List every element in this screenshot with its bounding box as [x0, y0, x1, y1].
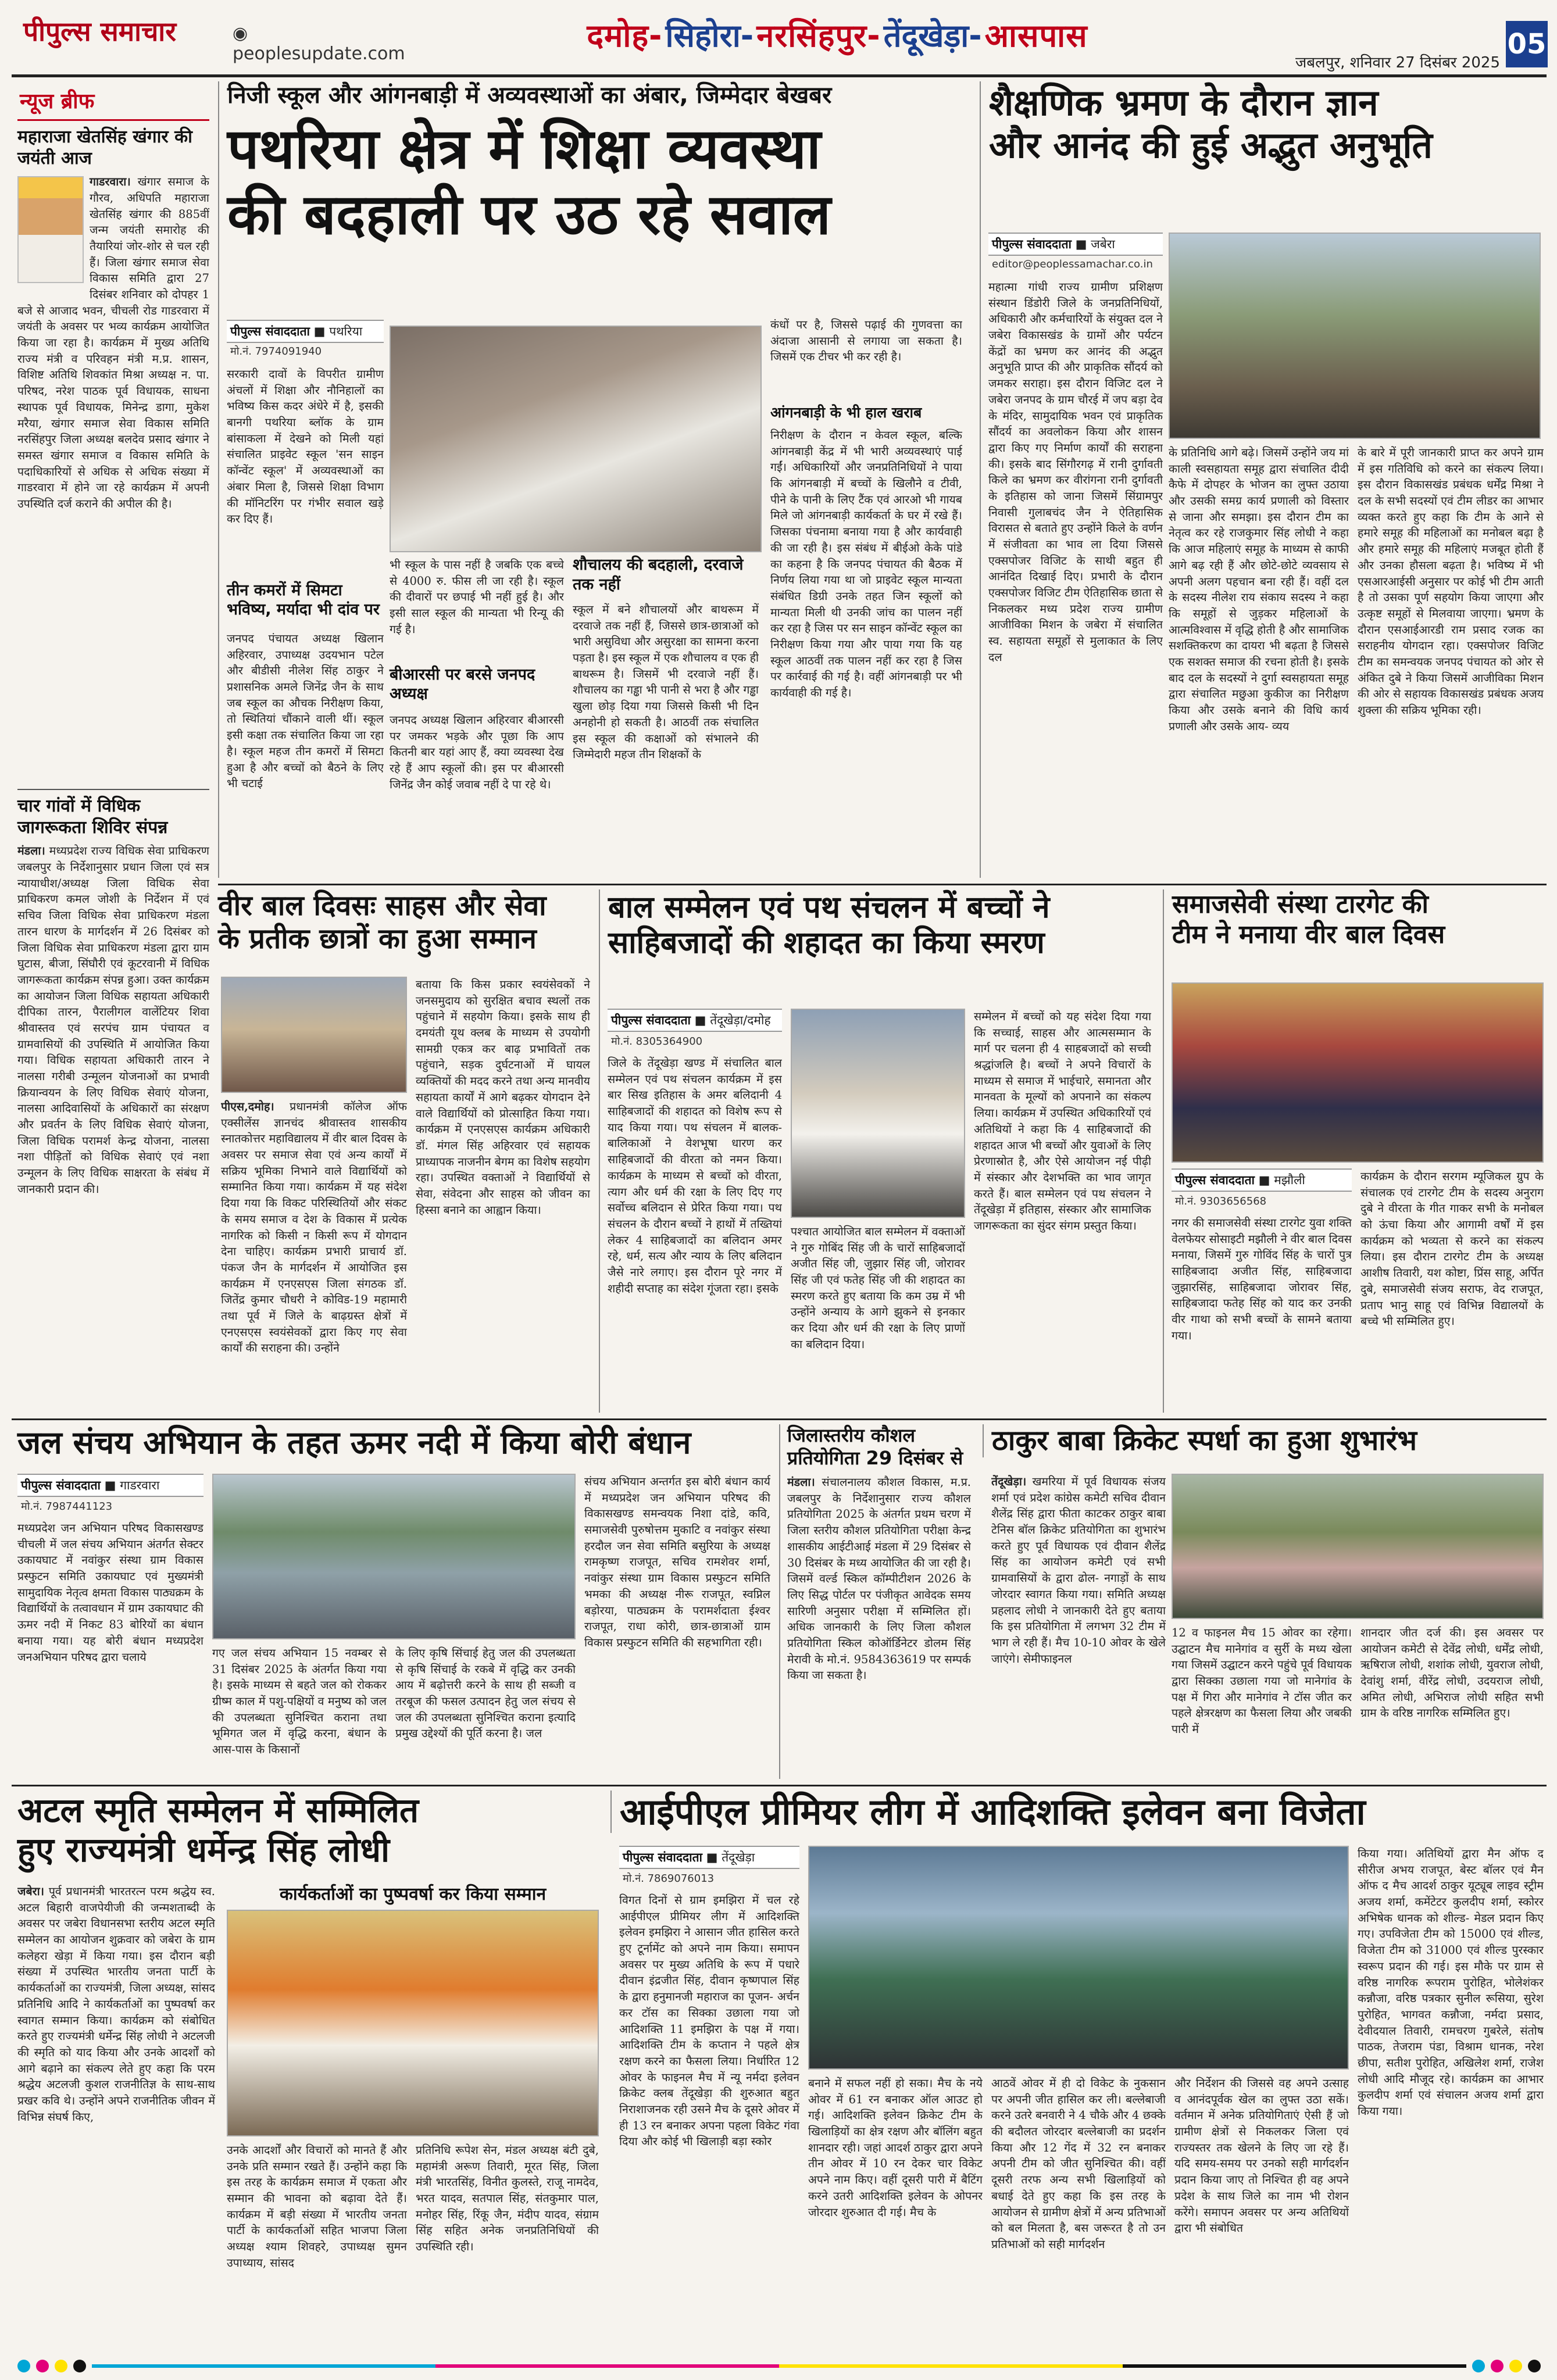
city-damoh: दमोह-: [587, 17, 663, 54]
trip-col1: महात्मा गांधी राज्य ग्रामीण प्रशिक्षण संस्थान डिंडोरी जिले के जनप्रतिनिधियों, अधिकारी और कर्मचारियों के संयुक्त दल ने जबेरा विकासखंड के ग्रामों और पर्यटन केंद्रों का भ्रमण कर आनंद की अद्भुत अनुभूति प्राप्त की और प्राकृतिक सौंदर्य को जमकर सराहा। इस दौरान विजिट दल ने जबेरा जनपद के ग्राम चौरई में जप बड़ा देव के मंदिर, सामुदायिक भवन एवं प्राकृतिक सौंदर्य का अवलोकन किया और शासन द्वारा किए गए निर्माण कार्यों की सराहना की। इसके बाद सिंगौरगढ़ में रानी दुर्गावती किले का भ्रमण कर वीरांगना रानी दुर्गावती के इतिहास को जाना जिसमें सिंग्रामपुर निवासी गुलाबचंद जैन ने ऐतिहासिक विरासत से बताते हुए उन्होंने किले के वर्णन में संजीवता का भाव ला दिया जिससे एक्सपोजर विजिट के साथी बहुत ही आनंदित दिखाई दिए। प्रभारी के दौरान एक्सपोजर विजिट टीम ऐतिहासिक छाता से निकलकर मध्य प्रदेश राज्य ग्रामीण आजीविका मिशन के जबेरा में संचालित स्व. सहायता समूहों से मुलाकात के लिए दल: [988, 280, 1163, 664]
pathariya-photo: [390, 326, 762, 552]
ipl-byline: पीपुल्स संवाददाता ■ तेंदूखेड़ा: [619, 1846, 799, 1869]
brief-2-text: मध्यप्रदेश राज्य विधिक सेवा प्राधिकरण जबलपुर के निर्देशानुसार प्रधान जिला एवं सत्र न्यायाधीश/अध्यक्ष जिला विधिक सेवा प्राधिकरण कमल जोशी के निर्देशन में एवं सचिव जिला विधिक सेवा प्राधिकरण मंडला तारन धारण के मार्गदर्शन में 26 दिसंबर को जिला विधिक सेवा प्राधिकरण मंडला द्वारा ग्राम घुटास, बीजा, सिंघौरी एवं कूटरवानी में विधिक जागरूकता कार्यक्रम संपन्न हुआ। उक्त कार्यक्रम का आयोजन जिला विधिक सहायता अधिकारी दीपिका तारन, पैरालीगल वालेंटियर शिवा श्रीवास्तव एवं सरपंच ग्राम पंचायत व ग्रामवासियों की उपस्थिति में आयोजित किया गया। विधिक सहायता अधिकारी तारन ने नालसा गरीबी उन्मूलन योजनाओं का प्रभावी क्रियान्वयन के लिए विधिक सेवाएं योजना, नालसा आदिवासियों के अधिकारों का संरक्षण और प्रवर्तन के लिए विधिक सेवाएं योजना, जिला विधिक परामर्श केन्द्र योजना, नालसा नशा पीड़ितों को विधिक सेवाएं एवं नशा उन्मूलन के लिए विधिक साक्षरता के संबंध में जानकारी प्रदान की।: [17, 844, 209, 1196]
color-bar: [92, 2364, 1466, 2368]
target-photo: [1172, 982, 1544, 1163]
pathariya-col1: सरकारी दावों के विपरीत ग्रामीण अंचलों में शिक्षा और नौनिहालों का भविष्य किस कदर अंधेरे में है, इसकी बानगी पथरिया ब्लॉक के ग्राम बांसाकला में देखने को मिली यहां संचालित प्राइवेट स्कूल 'सन साइन कॉन्वेंट स्कूल' में अव्यवस्थाओं का अंबार मिला है, जिससे शिक्षा विभाग की मॉनिटरिंग पर गंभीर सवाल खड़े कर दिए हैं।: [227, 367, 384, 526]
section-rule-2: [12, 1418, 1547, 1420]
atal-headline-2: हुए राज्यमंत्री धर्मेन्द्र सिंह लोधी: [17, 1830, 390, 1870]
trip-col2: के प्रतिनिधि आगे बढ़े। जिसमें उन्होंने जय मां काली स्वसहायता समूह द्वारा संचालित दीदी कैफे में दोपहर के भोजन का लुफ्त उठाया और उसकी समग्र कार्य प्रणाली को विस्तार से जाना और समझा। इस दौरान टीम का नेतृत्व कर रहे राजकुमार सिंह लोधी ने कहा कि आज महिलाएं समूह के माध्यम से काफी आगे बढ़ रही हैं और छोटे-छोटे व्यवसाय से अपनी अलग पहचान बना रही हैं। वहीं दल के सदस्य नीलेश राय संकाय सदस्य ने कहा कि समूहों से जुड़कर महिलाओं के आत्मविश्वास में वृद्धि होती है और सामाजिक सशक्तिकरण का दायरा भी बढ़ता है जिससे एक सशक्त समाज की रचना होती है। इसके बाद दल के सदस्यों ने दुर्गा स्वसहायता समूह द्वारा संचालित मछुआ कुकीज का निरीक्षण किया और उसके बनाने की विधि कार्य प्रणाली और उसके आय- व्यय: [1169, 446, 1349, 733]
pathariya-headline-1: पथरिया क्षेत्र में शिक्षा व्यवस्था: [227, 115, 821, 181]
atal-photo: [227, 1910, 599, 2136]
cricket-col3: शानदार जीत दर्ज की। इस अवसर पर आयोजन कमेटी से देवेंद्र लोधी, धर्मेंद्र लोधी, ऋषिराज लोधी, शशांक लोधी, युवराज लोधी, देवांशु शर्मा, वीरेंद्र लोधी, उदयराज लोधी, अमित लोधी, अभिराज लोधी सहित सभी ग्राम के वरिष्ठ नागरिक सम्मिलित हुए।: [1360, 1626, 1544, 1720]
brand-name: पीपुल्स समाचार: [23, 16, 177, 47]
website-label[interactable]: [233, 23, 419, 64]
pathariya-col4a: कंधों पर है, जिससे पढ़ाई की गुणवत्ता का अंदाजा आसानी से लगाया जा सकता है। जिसमें एक टीचर भी कर रही है।: [770, 318, 962, 364]
jal-col3: के लिए कृषि सिंचाई हेतु जल की उपलब्धता से कृषि सिंचाई के रकबे में वृद्धि कर उनकी आय में बढ़ोत्तरी करने के साथ ही सब्जी व तरबूज की फसल उत्पादन हेतु जल संचय से जल की उपलब्धता सुनिश्चित कराना इत्यादि प्रमुख उद्देश्यों की पूर्ति करना है। जल: [395, 1646, 576, 1741]
print-registration-marks: [17, 2357, 1541, 2375]
byline-source: पीपुल्स संवाददाता: [623, 1850, 702, 1864]
brief-2-dateline: मंडला।: [17, 844, 45, 858]
byline-place: गाडरवारा: [120, 1478, 160, 1492]
kaushal-headline: जिलास्तरीय कौशल प्रतियोगिता 29 दिसंबर से: [787, 1424, 963, 1470]
brief-2-title: चार गांवों में विधिक जागरूकता शिविर संपन्न: [17, 789, 209, 838]
story-kaushal: [779, 1424, 971, 1779]
page-number: 05: [1506, 21, 1548, 67]
brief-2-body: [17, 843, 209, 1453]
pathariya-byline: पीपुल्स संवाददाता ■ पथरिया: [227, 320, 384, 343]
city-sihora: सिहोरा-: [665, 17, 754, 54]
jal-photo: [212, 1474, 576, 1639]
trip-photo: [1169, 233, 1541, 439]
jal-col2: गए जल संचय अभियान 15 नवम्बर से 31 दिसंबर 2025 के अंतर्गत किया गया है। इसके माध्यम से बहते जल को रोककर ग्रीष्म काल में पशु-पक्षियों व मनुष्य को जल की उपलब्धता सुनिश्चित कराना तथा भूमिगत जल में वृद्धि करना, बंधान के आस-पास के किसानों: [212, 1646, 387, 1757]
veerbal-col1-text: प्रधानमंत्री कॉलेज ऑफ एक्सीलेंस ज्ञानचंद श्रीवास्तव शासकीय स्नातकोत्तर महाविद्यालय में वीर बाल दिवस के अवसर पर समाज सेवा एवं अन्य कार्यों में सक्रिय भूमिका निभाने वाले विद्यार्थियों को सम्मानित किया गया। कार्यक्रम में यह संदेश दिया गया कि विकट परिस्थितियों और संकट के समय समाज व देश के विकास में प्रत्येक नागरिक को किसी न किसी रूप में योगदान देना चाहिए। कार्यक्रम प्रभारी प्राचार्य डॉ. पंकज जैन के मार्गदर्शन में आयोजित इस कार्यक्रम में एनएसएस जिला संगठक डॉ. जितेंद्र कुमार चौधरी ने कोविड-19 महामारी तथा पूर्व में जिले के बाढ़ग्रस्त क्षेत्रों में एनएसएस स्वयंसेवकों द्वारा किए गए सेवा कार्यों की सराहना की। उन्होंने: [221, 1100, 407, 1355]
veerbal-col2: बताया कि किस प्रकार स्वयंसेवकों ने जनसमुदाय को सुरक्षित बचाव स्थलों तक पहुंचाने में सहयोग किया। इसके साथ ही दमयंती यूथ क्लब के माध्यम से उपयोगी सामग्री एकत्र कर बाढ़ प्रभावितों तक पहुंचाने, सड़क दुर्घटनाओं में घायल व्यक्तियों की मदद करने तथा अन्य मानवीय सहायता कार्यों में आगे बढ़कर योगदान देने वाले विद्यार्थियों को प्रोत्साहित किया गया। कार्यक्रम में एनएसएस कार्यक्रम अधिकारी डॉ. मंगल सिंह अहिरवार एवं सहायक प्राध्यापक नाजनीन बेगम का विशेष सहयोग रहा। उपस्थित वक्ताओं ने विद्यार्थियों से सेवा, संवेदना और साहस को जीवन का हिस्सा बनाने का आह्वान किया।: [416, 978, 590, 1217]
cricket-photo: [1172, 1474, 1544, 1619]
magenta-dot: [1491, 2360, 1504, 2372]
trip-email[interactable]: editor@peoplessamachar.co.in: [992, 258, 1153, 270]
byline-source: पीपुल्स संवाददाता: [992, 237, 1072, 251]
ipl-headline: आईपीएल प्रीमियर लीग में आदिशक्ति इलेवन बना विजेता: [610, 1791, 1547, 1833]
veerbal-headline-1: वीर बाल दिवसः साहस और सेवा: [218, 889, 547, 922]
news-brief-column: [17, 81, 209, 1418]
byline-place: तेंदूखेड़ा: [722, 1850, 755, 1864]
jal-byline: पीपुल्स संवाददाता ■ गाडरवारा: [17, 1474, 203, 1497]
ipl-col1: विगत दिनों से ग्राम इमझिरा में चल रहे आईपीएल प्रीमियर लीग में आदिशक्ति इलेवन इमझिरा ने आसान जीत हासिल करते हुए टूर्नामेंट को अपने नाम किया। समापन अवसर पर मुख्य अतिथि के रूप में पधारे दीवान इंद्रजीत सिंह, दीवान कृष्णपाल सिंह के द्वारा हनुमानजी महाराज का पूजन- अर्चन कर टॉस का सिक्का उछाला गया जो आदिशक्ति 11 इमझिरा के पक्ष में गया। आदिशक्ति टीम के कप्तान ने पहले क्षेत्र रक्षण करने का फैसला लिया। निर्धारित 12 ओवर के फाइनल मैच में न्यू नर्मदा इलेवन क्रिकेट क्लब तेंदूखेड़ा की शुरुआत बहुत निराशाजनक रही उसने मैच के दूसरे ओवर में ही 13 रन बनाकर अपना पहला विकेट गंवा दिया और कोई भी खिलाड़ी बड़ा स्कोर: [619, 1893, 799, 2149]
pathariya-col2b: जनपद अध्यक्ष खिलान अहिरवार बीआरसी पर जमकर भड़के और पूछा कि आप कितनी बार यहां आए हैं, क्या व्यवस्था देख रहे हैं आप स्कूलों की। इस पर बीआरसी जिनेंद्र जैन कोई जवाब नहीं दे पा रहे थे।: [390, 713, 564, 791]
pathariya-photo-caption: शौचालय की बदहाली, दरवाजे तक नहीं: [573, 556, 744, 594]
atal-dateline: जबेरा।: [17, 1885, 45, 1898]
pathariya-sub2: बीआरसी पर बरसे जनपद अध्यक्ष: [390, 666, 535, 703]
pathariya-mobile: मो.नं. 7974091940: [230, 345, 322, 358]
byline-place: जबेरा: [1091, 237, 1115, 251]
ipl-col5: किया गया। अतिथियों द्वारा मैन ऑफ द सीरीज अभय राजपूत, बेस्ट बॉलर एवं मैन ऑफ द मैच आदर्श ठाकुर यूट्यूब लाइव स्ट्रीम अजय शर्मा, कमेंटेटर कुलदीप शर्मा, स्कोरर अभिषेक धानक को शील्ड- मेडल प्रदान किए गए। उपविजेता टीम को 15000 एवं शील्ड, विजेता टीम को 31000 एवं शील्ड पुरस्कार स्वरूप प्रदान की गई। इस मौके पर ग्राम से वरिष्ठ नागरिक रूपराम पुरोहित, भोलेशंकर कन्नौजा, वरिष्ठ पत्रकार सुनील रूसिया, सुरेश पुरोहित, भागवत कन्नौजा, नर्मदा प्रसाद, देवीदयाल तिवारी, रामचरण गुबरेले, संतोष पाठक, तेजराम पंडा, विश्राम धानक, नरेश छीपा, सतीश पुरोहित, अखिलेश शर्मा, राजेश लोधी आदि मौजूद रहे। कार्यक्रम का आभार कुलदीप शर्मा एवं संचालन अजय शर्मा द्वारा किया गया।: [1358, 1847, 1544, 2118]
jal-mobile: मो.नं. 7987441123: [21, 1500, 113, 1513]
atal-col3: प्रतिनिधि रूपेश सेन, मंडल अध्यक्ष बंटी दुबे, महामंत्री अरूण तिवारी, मूरत सिंह, जिला मंत्री भारतसिंह, विनीत कुलस्ते, राजू नामदेव, भरत यादव, सतपाल सिंह, संतकुमार पाल, मनोहर सिंह, रिंकू जैन, मंदीप यादव, संग्राम सिंह सहित अनेक जनप्रतिनिधियों की उपस्थिति रही।: [416, 2143, 599, 2254]
ipl-col4: और निर्देशन की जिससे वह अपने उत्साह व आनंदपूर्वक खेल का लुफ्त उठा सकें। वर्तमान में अनेक प्रतियोगिताएं ऐसी हैं जो ग्रामीण क्षेत्रों से निकलकर जिला एवं राज्यस्तर तक खेलने के लिए जा रहे हैं। यदि समय-समय पर उनको सही मार्गदर्शन प्रदान किया जाए तो निश्चित ही वह अपने प्रदेश के साथ जिले का नाम भी रोशन करेंगे। समापन अवसर पर अन्य अतिथियों द्वारा भी संबोधित: [1174, 2077, 1349, 2235]
city-narsinghpur: नरसिंहपुर-: [756, 17, 881, 54]
byline-source: पीपुल्स संवाददाता: [611, 1013, 691, 1027]
yellow-dot: [1509, 2360, 1522, 2372]
black-dot: [73, 2360, 86, 2372]
cyan-dot: [17, 2360, 30, 2372]
jal-col1: मध्यप्रदेश जन अभियान परिषद विकासखण्ड चीचली में जल संचय अभियान अंतर्गत सेक्टर उकायघाट में नवांकुर संस्था ग्राम विकास प्रस्फुटन समिति उकायघाट एवं मुख्यमंत्री सामुदायिक नेतृत्व क्षमता विकास पाठ्यक्रम के विद्यार्थियों के तत्वावधान में ग्राम उकायघाट की ऊमर नदी में निकट 83 बोरियों का बंधान बनाया गया। यह बोरी बंधान मध्यप्रदेश जनअभियान परिषद द्वारा चलाये: [17, 1521, 203, 1664]
pathariya-col2a: भी स्कूल के पास नहीं है जबकि एक बच्चे से 4000 रु. फीस ली जा रही है। स्कूल की दीवारों पर छपाई भी नहीं हुई है। और इसी साल स्कूल की मान्यता भी रिन्यू की गई है।: [390, 558, 564, 636]
ipl-photo: [808, 1846, 1349, 2070]
pathariya-col1b: जनपद पंचायत अध्यक्ष खिलान अहिरवार, उपाध्यक्ष उदयभान पटेल और बीडीसी नीलेश सिंह ठाकुर ने प्रशासनिक अमले जिनेंद्र जैन के साथ जब स्कूल का औचक निरीक्षण किया, तो स्थितियां चौंकाने वाली थीं। स्कूल इसी कक्षा तक संचालित किया जा रहा है। स्कूल महज तीन कमरों में सिमटा हुआ है और बच्चों को बैठने के लिए भी चटाई: [227, 632, 384, 791]
cricket-dateline: तेंदूखेड़ा।: [991, 1475, 1027, 1488]
pathariya-kicker: निजी स्कूल और आंगनबाड़ी में अव्यवस्थाओं का अंबार, जिम्मेदार बेखबर: [227, 82, 832, 109]
trip-col3: के बारे में पूरी जानकारी प्राप्त कर अपने ग्राम में इस गतिविधि को करने का संकल्प लिया। इस दौरान विकासखंड प्रबंधक धर्मेंद्र मिश्रा ने दल के सभी सदस्यों एवं टीम लीडर का आभार व्यक्त करते हुए कहा कि टीम के आने से हमारे समूह की महिलाओं का मनोबल बढ़ा है और हमारे समूह की महिलाएं मजबूत होती हैं और उनका हौसला बढ़ता है। भविष्य में भी एसआरआईसी अनुसार पर कोई भी टीम आती है तो उसका पूर्ण सहयोग किया जाएगा और उत्कृष्ट समूहों से मिलवाया जाएगा। भ्रमण के दौरान एसआईआरडी राम प्रसाद रजक का सराहनीय योगदान रहा। एक्सपोजर विजिट टीम का समन्वयक जनपद पंचायत को ओर से अंकित दुबे ने किया जिसमें आजीविका मिशन की ओर से सहायक विकासखंड प्रबंधक अजय शुक्ला की सक्रिय भूमिका रही।: [1358, 446, 1544, 717]
byline-place: मझौली: [1274, 1173, 1305, 1187]
yellow-dot: [55, 2360, 67, 2372]
pathariya-col3: स्कूल में बने शौचालयों और बाथरूम में दरवाजे तक नहीं हैं, जिससे छात्र-छात्राओं को भारी असुविधा और असुरक्षा का सामना करना पड़ता है। इस स्कूल में एक शौचालय व एक ही बाथरूम है। जिसमें भी दरवाजे नहीं हैं। शौचालय का गड्ढा भी पानी से भरा है और गड्ढा खुला छोड़ दिया गया जिससे किसी भी दिन अनहोनी हो सकती है। आठवीं तक संचालित इस स्कूल की कक्षाओं को संभालने की जिम्मेदारी महज तीन शिक्षकों के: [573, 603, 759, 762]
target-byline: पीपुल्स संवाददाता ■ मझौली: [1172, 1168, 1352, 1192]
sammelan-headline-1: बाल सम्मेलन एवं पथ संचलन में बच्चों ने: [608, 889, 1050, 925]
masthead-logo: [23, 13, 233, 59]
jal-col4: संचय अभियान अन्तर्गत इस बोरी बंधान कार्य में मध्यप्रदेश जन अभियान परिषद की विकासखण्ड समन्वयक निशा दांडे, कवि, समाजसेवी पुरुषोत्तम मुकाटि व नवांकुर संस्था हरदौल जन सेवा समिति बसुरिया के अध्यक्ष रामकृष्ण राजपूत, सचिव रामशेवर शर्मा, नवांकुर संस्था ग्राम विकास प्रस्फुटन समिति भमका की अध्यक्ष नीरू राजपूत, स्वप्निल बड़ोरया, पाठ्यक्रम के परामर्शदाता ईश्वर राजपूत, राधा कोरी, छात्र-छात्राओं ग्राम विकास प्रस्फुटन समिति की सहभागिता रही।: [584, 1475, 770, 1649]
kaushal-dateline: मंडला।: [787, 1475, 815, 1489]
cyan-dot: [1472, 2360, 1485, 2372]
trip-headline-2: और आनंद की हुई अद्भुत अनुभूति: [989, 124, 1433, 167]
trip-headline-1: शैक्षणिक भ्रमण के दौरान ज्ञान: [989, 81, 1379, 124]
city-aaspas: आसपास: [984, 17, 1088, 54]
byline-source: पीपुल्स संवाददाता: [21, 1478, 101, 1492]
pathariya-headline-2: की बदहाली पर उठ रहे सवाल: [227, 181, 831, 248]
target-col2: कार्यक्रम के दौरान सरगम म्यूजिकल ग्रुप के संचालक एवं टारगेट टीम के सदस्य अनुराग दुबे ने वीरता के गीत गाकर सभी के मनोबल को ऊंचा किया और आगामी वर्षों में इस कार्यक्रम को भव्यता से करने का संकल्प लिया। इस दौरान टारगेट टीम के अध्यक्ष आशीष तिवारी, यश कोष्टा, प्रिंस साहू, अर्पित दुबे, समाजसेवी संजय सराफ, वेद राजपूत, प्रताप भानु साहू एवं विभिन्न विद्यालयों के बच्चे भी सम्मिलित हुए।: [1360, 1170, 1544, 1328]
atal-col2: उनके आदर्शों और विचारों को मानते हैं और उनके प्रति सम्मान रखते हैं। उन्होंने कहा कि इस तरह के कार्यक्रम समाज में एकता और सम्मान की भावना को बढ़ावा देते हैं। कार्यक्रम में बड़ी संख्या में भारतीय जनता पार्टी के कार्यकर्ताओं सहित भाजपा जिला अध्यक्ष श्याम शिवहरे, उपाध्यक्ष सुमन उपाध्याय, सांसद: [227, 2143, 407, 2270]
target-mobile: मो.नं. 9303656568: [1175, 1195, 1267, 1207]
cricket-headline: ठाकुर बाबा क्रिकेट स्पर्धा का हुआ शुभारंभ: [983, 1424, 1547, 1457]
byline-source: पीपुल्स संवाददाता: [1175, 1173, 1255, 1187]
sammelan-headline-2: साहिबजादों की शहादत का किया स्मरण: [608, 925, 1045, 961]
brief-1-text: खंगार समाज के गौरव, अधिपति महाराजा खेतसिंह खंगार की 885वीं जन्म जयंती समारोह की तैयारियां जोर-शोर से चल रही हैं। जिला खंगार समाज सेवा विकास समिति द्वारा 27 दिसंबर शनिवार को दोपहर 1 बजे से आजाद भवन, चीचली रोड गाडरवारा में जयंती के अवसर पर भव्य कार्यक्रम आयोजित किया जा रहा है। कार्यक्रम में मुख्य अतिथि राज्य मंत्री व परिवहन मंत्री म.प्र. शासन, विशिष्ट अतिथि शिवकांत मिश्रा अध्यक्ष न. पा. परिषद, नरेश पाठक पूर्व विधायक, साधना स्थापक पूर्व विधायक, मिनेन्द्र डागा, मुकेश मरैया, खंगार समाज सेवा विकास समिति नरसिंहपुर जिला अध्यक्ष बलदेव प्रसाद खंगार ने समस्त खंगार समाज व विकास समिति के पदाधिकारियों से अधिक से अधिक संख्या में गाडरवारा में होने जा रहे कार्यक्रम में अपनी उपस्थिति दर्ज कराने की अपील की है।: [17, 175, 209, 510]
section-rule-3: [12, 1785, 1547, 1786]
atal-col1: [17, 1884, 215, 2349]
target-headline-2: टीम ने मनाया वीर बाल दिवस: [1172, 919, 1445, 949]
atal-photo-caption: कार्यकर्ताओं का पुष्पवर्षा कर किया सम्मान: [279, 1884, 547, 1904]
sammelan-mobile: मो.नं. 8305364900: [611, 1035, 703, 1048]
byline-source: पीपुल्स संवाददाता: [230, 324, 310, 338]
brief-1-body: [17, 174, 209, 778]
pathariya-sub1: तीन कमरों में सिमटा भविष्य, मर्यादा भी दांव पर: [227, 581, 380, 619]
trip-byline: पीपुल्स संवाददाता ■ जबेरा: [988, 233, 1163, 256]
kaushal-body: [787, 1474, 971, 1768]
brief-1-dateline: गाडरवारा।: [90, 175, 131, 189]
sammelan-col3: सम्मेलन में बच्चों को यह संदेश दिया गया कि सच्चाई, साहस और आत्मसम्मान के मार्ग पर चलना ही 4 साहबजादों को सच्ची श्रद्धांजलि है। बच्चों ने अपने विचारों के माध्यम से समाज में भाईचारे, समानता और मानवता के मूल्यों को अपनाने का संकल्प लिया। कार्यक्रम में उपस्थित अधिकारियों एवं अतिथियों ने कहा कि 4 साहिबजादों की शहादत आज भी बच्चों और युवाओं के लिए प्रेरणास्रोत है, और ऐसे आयोजन नई पीढ़ी में संस्कार और देशभक्ति का भाव जागृत करते हैं। बाल सम्मेलन एवं पथ संचलन ने तेंदूखेड़ा में इतिहास, संस्कार और सामाजिक जागरूकता का सुंदर संगम प्रस्तुत किया।: [974, 1010, 1151, 1232]
veerbal-photo: [221, 977, 407, 1093]
target-col1: नगर की समाजसेवी संस्था टारगेट युवा शक्ति वेलफेयर सोसाइटी मझौली ने वीर बाल दिवस मनाया, जिसमें गुरु गोविंद सिंह के चारों पुत्र साहिबजादा अजीत सिंह, साहिबजादा जुझारसिंह, साहिबजादा जोरावर सिंह, साहिबजादा फतेह सिंह को याद कर उनकी वीर गाथा को सभी बच्चों के सामने बताया गया।: [1172, 1216, 1352, 1342]
jal-headline: जल संचय अभियान के तहत ऊमर नदी में किया बोरी बंधान: [17, 1424, 691, 1461]
ipl-col3: आठवें ओवर में ही दो विकेट के नुकसान पर अपनी जीत हासिल कर ली। बल्लेबाजी करने उतरे बनवारी ने 4 चौके और 4 छक्के की बदौलत जोरदार बल्लेबाजी का प्रदर्शन किया और 12 गेंद में 32 रन बनाकर अपनी टीम को जीत सुनिश्चित की। वहीं दूसरी तरफ अन्य सभी खिलाड़ियों को बधाई देते हुए कहा कि इस तरह के आयोजन से ग्रामीण क्षेत्रों में अन्य प्रतिभाओं को बल मिलता है, बस जरूरत है तो उन प्रतिभाओं को सही मार्गदर्शन: [991, 2077, 1166, 2251]
veerbal-dateline: पीएस,दमोह।: [221, 1100, 274, 1113]
section-rule-1: [218, 884, 1547, 885]
ipl-mobile: मो.नं. 7869076013: [623, 1872, 715, 1885]
pathariya-sub4: आंगनबाड़ी के भी हाल खराब: [770, 404, 922, 421]
city-tendukheda: तेंदूखेड़ा-: [883, 17, 982, 54]
atal-col1-text: पूर्व प्रधानमंत्री भारतरत्न परम श्रद्धेय स्व. अटल बिहारी वाजपेयीजी की जन्मशताब्दी के अवसर पर जबेरा विधानसभा स्तरीय अटल स्मृति सम्मेलन का आयोजन शुक्रवार को जबेरा के ग्राम कलेहरा खेड़ा में किया गया। इस दौरान बड़ी संख्या में उपस्थित भारतीय जनता पार्टी के कार्यकर्ताओं का राज्यमंत्री, जिला अध्यक्ष, सांसद प्रतिनिधि आदि ने कार्यकर्ताओं का पुष्पवर्षा कर स्वागत सम्मान किया। कार्यक्रम को संबोधित करते हुए राज्यमंत्री धर्मेन्द्र सिंह लोधी ने अटलजी की स्मृति को याद किया और उनके आदर्शों को आगे बढ़ाने का संकल्प लेते हुए कहा कि परम श्रद्धेय अटलजी कुशल राजनीतिज्ञ के साथ-साथ प्रखर कवि थे। उन्होंने अपने राजनीतिक जीवन में विभिन्न संघर्ष किए,: [17, 1885, 215, 2124]
masthead-rule: [12, 74, 1547, 77]
globe-icon: ◉: [233, 23, 248, 44]
website-url: peoplesupdate.com: [233, 44, 405, 64]
byline-place: तेंदूखेड़ा/दमोह: [710, 1013, 771, 1027]
pathariya-col4b: निरीक्षण के दौरान न केवल स्कूल, बल्कि आंगनबाड़ी केंद्र में भी भारी अव्यवस्थाएं पाई गईं। अधिकारियों और जनप्रतिनिधियों ने पाया कि आंगनबाड़ी में बच्चों के खिलौने व टीवी, पीने के पानी के लिए टैंक एवं आरओ भी गायब मिले जो आंगनबाड़ी कार्यकर्ता के घर में रखे हैं। जिसका पंचनामा बनाया गया है और कार्यवाही की जा रही है। इस संबंध में बीईओ केके पांडे का कहना है कि जनपद पंचायत की बैठक में निर्णय लिया गया था जो प्राइवेट स्कूल मान्यता संबंधित डिग्री उनके तहत जिन स्कूलों को मान्यता मिली थी उनकी जांच का पालन नहीं कर रहा है जिस पर सन साइन कॉन्वेंट स्कूल का निरीक्षण किया गया और पाया गया कि यह स्कूल आठवीं तक पालन नहीं कर रहा है जिस पर कार्रवाई की गई है। वहीं आंगनबाड़ी पर भी कार्यवाही की गई है।: [770, 428, 962, 699]
byline-place: पथरिया: [329, 324, 363, 338]
ipl-col2: बनाने में सफल नहीं हो सका। मैच के नये ओवर में 61 रन बनाकर ऑल आउट हो गई। आदिशक्ति इलेवन क्रिकेट टीम के खिलाड़ियों का क्षेत्र रक्षण और बॉलिंग बहुत शानदार रही। जहां आदर्श ठाकुर द्वारा अपने तीन ओवर में 10 रन देकर चार विकेट अपने नाम किए। वहीं दूसरी पारी में बैटिंग करने उतरी आदिशक्ति इलेवन के ओपनर जोरदार शुरुआत दी गई। मैच के: [808, 2077, 983, 2219]
edition-cities: [436, 8, 1238, 66]
dateline: जबलपुर, शनिवार 27 दिसंबर 2025: [1295, 54, 1500, 72]
news-brief-tag: न्यूज ब्रीफ: [17, 81, 209, 121]
veerbal-col1: [221, 1099, 407, 1413]
sammelan-byline: पीपुल्स संवाददाता ■ तेंदूखेड़ा/दमोह: [608, 1009, 782, 1032]
khetsingh-portrait: [17, 176, 84, 283]
kaushal-text: संचालनालय कौशल विकास, म.प्र. जबलपुर के निर्देशानुसार राज्य कौशल प्रतियोगिता 2025 के अंतर्गत प्रथम चरण में जिला स्तरीय कौशल प्रतियोगिता परीक्षा केन्द्र शासकीय आईटीआई मंडला में 29 दिसंबर से 30 दिसंबर के मध्य आयोजित की जा रही है। जिसमें वर्ल्ड स्किल कॉम्पीटीशन 2026 के लिए सिद्ध पोर्टल पर पंजीकृत आवेदक समय सारिणी अनुसार परीक्षा में सम्मिलित हों। अधिक जानकारी के लिए जिला कौशल प्रतियोगिता स्किल कोऑर्डिनेटर डोलम सिंह मेरावी के मो.नं. 9584363619 पर सम्पर्क किया जा सकता है।: [787, 1475, 971, 1682]
brief-1-title: महाराजा खेतसिंह खंगार की जयंती आज: [17, 127, 192, 169]
cricket-col1-text: खमरिया में पूर्व विधायक संजय शर्मा एवं प्रदेश कांग्रेस कमेटी सचिव दीवान शैलेंद्र सिंह द्वारा फीता काटकर ठाकुर बाबा टेनिस बॉल क्रिकेट प्रतियोगिता का शुभारंभ करते हुए पूर्व विधायक एवं दीवान शैलेंद्र सिंह का आयोजन कमेटी एवं सभी ग्रामवासियों के द्वारा ढोल- नगाड़ों के साथ जोरदार स्वागत किया गया। समिति अध्यक्ष प्रहलाद लोधी ने जानकारी देते हुए बताया कि इस प्रतियोगिता में लगभग 32 टीम में भाग ले रही हैं। मैच 10-10 ओवर के खेले जाएंगे। सेमीफाइनल: [991, 1475, 1166, 1666]
magenta-dot: [36, 2360, 49, 2372]
sammelan-col1: जिले के तेंदूखेड़ा खण्ड में संचालित बाल सम्मेलन एवं पथ संचलन कार्यक्रम में इस बार सिख इतिहास के अमर बलिदानी 4 साहिबजादों की शहादत को विशेष रूप से याद किया गया। पथ संचलन में बालक-बालिकाओं ने वेशभूषा धारण कर साहिबजादों की वीरता को नमन किया। कार्यक्रम के माध्यम से बच्चों को वीरता, त्याग और धर्म की रक्षा के लिए दिए गए सर्वोच्च बलिदान से प्रेरित किया गया। पथ संचलन के दौरान बच्चों ने हाथों में तख्तियां लेकर 4 साहिबजादों का बलिदान अमर रहे, धर्म, सत्य और न्याय के लिए बलिदान जैसे नारे लगाए। इस दौरान पूरे नगर में शहीदी सप्ताह का संदेश गूंजता रहा। इसके: [608, 1056, 782, 1295]
sammelan-col2: पश्चात आयोजित बाल सम्मेलन में वक्ताओं ने गुरु गोबिंद सिंह जी के चारों साहिबजादों अजीत सिंह जी, जुझार सिंह जी, जोरावर सिंह जी एवं फतेह सिंह जी की शहादत का स्मरण करते हुए बताया कि कम उम्र में भी उन्होंने अन्याय के आगे झुकने से इनकार कर दिया और धर्म की रक्षा के लिए प्राणों का बलिदान दिया।: [791, 1225, 965, 1351]
cricket-col2: 12 व फाइनल मैच 15 ओवर का रहेगा। उद्घाटन मैच मानेगांव व सुर्री के मध्य खेला गया जिसमें उद्घाटन करने पहुंचे पूर्व विधायक द्वारा सिक्का उछाला गया जो मानेगांव के पक्ष में गिरा और मानेगांव ने टॉस जीत कर पहले क्षेत्ररक्षण का फैसला लिया और जबकी पारी में: [1172, 1626, 1352, 1736]
veerbal-headline-2: के प्रतीक छात्रों का हुआ सम्मान: [218, 922, 537, 955]
cricket-col1: [991, 1474, 1166, 1779]
sammelan-photo: [791, 1009, 965, 1218]
target-headline-1: समाजसेवी संस्था टारगेट की: [1172, 889, 1429, 919]
black-dot: [1528, 2360, 1541, 2372]
atal-headline-1: अटल स्मृति सम्मेलन में सम्मिलित: [17, 1791, 419, 1830]
